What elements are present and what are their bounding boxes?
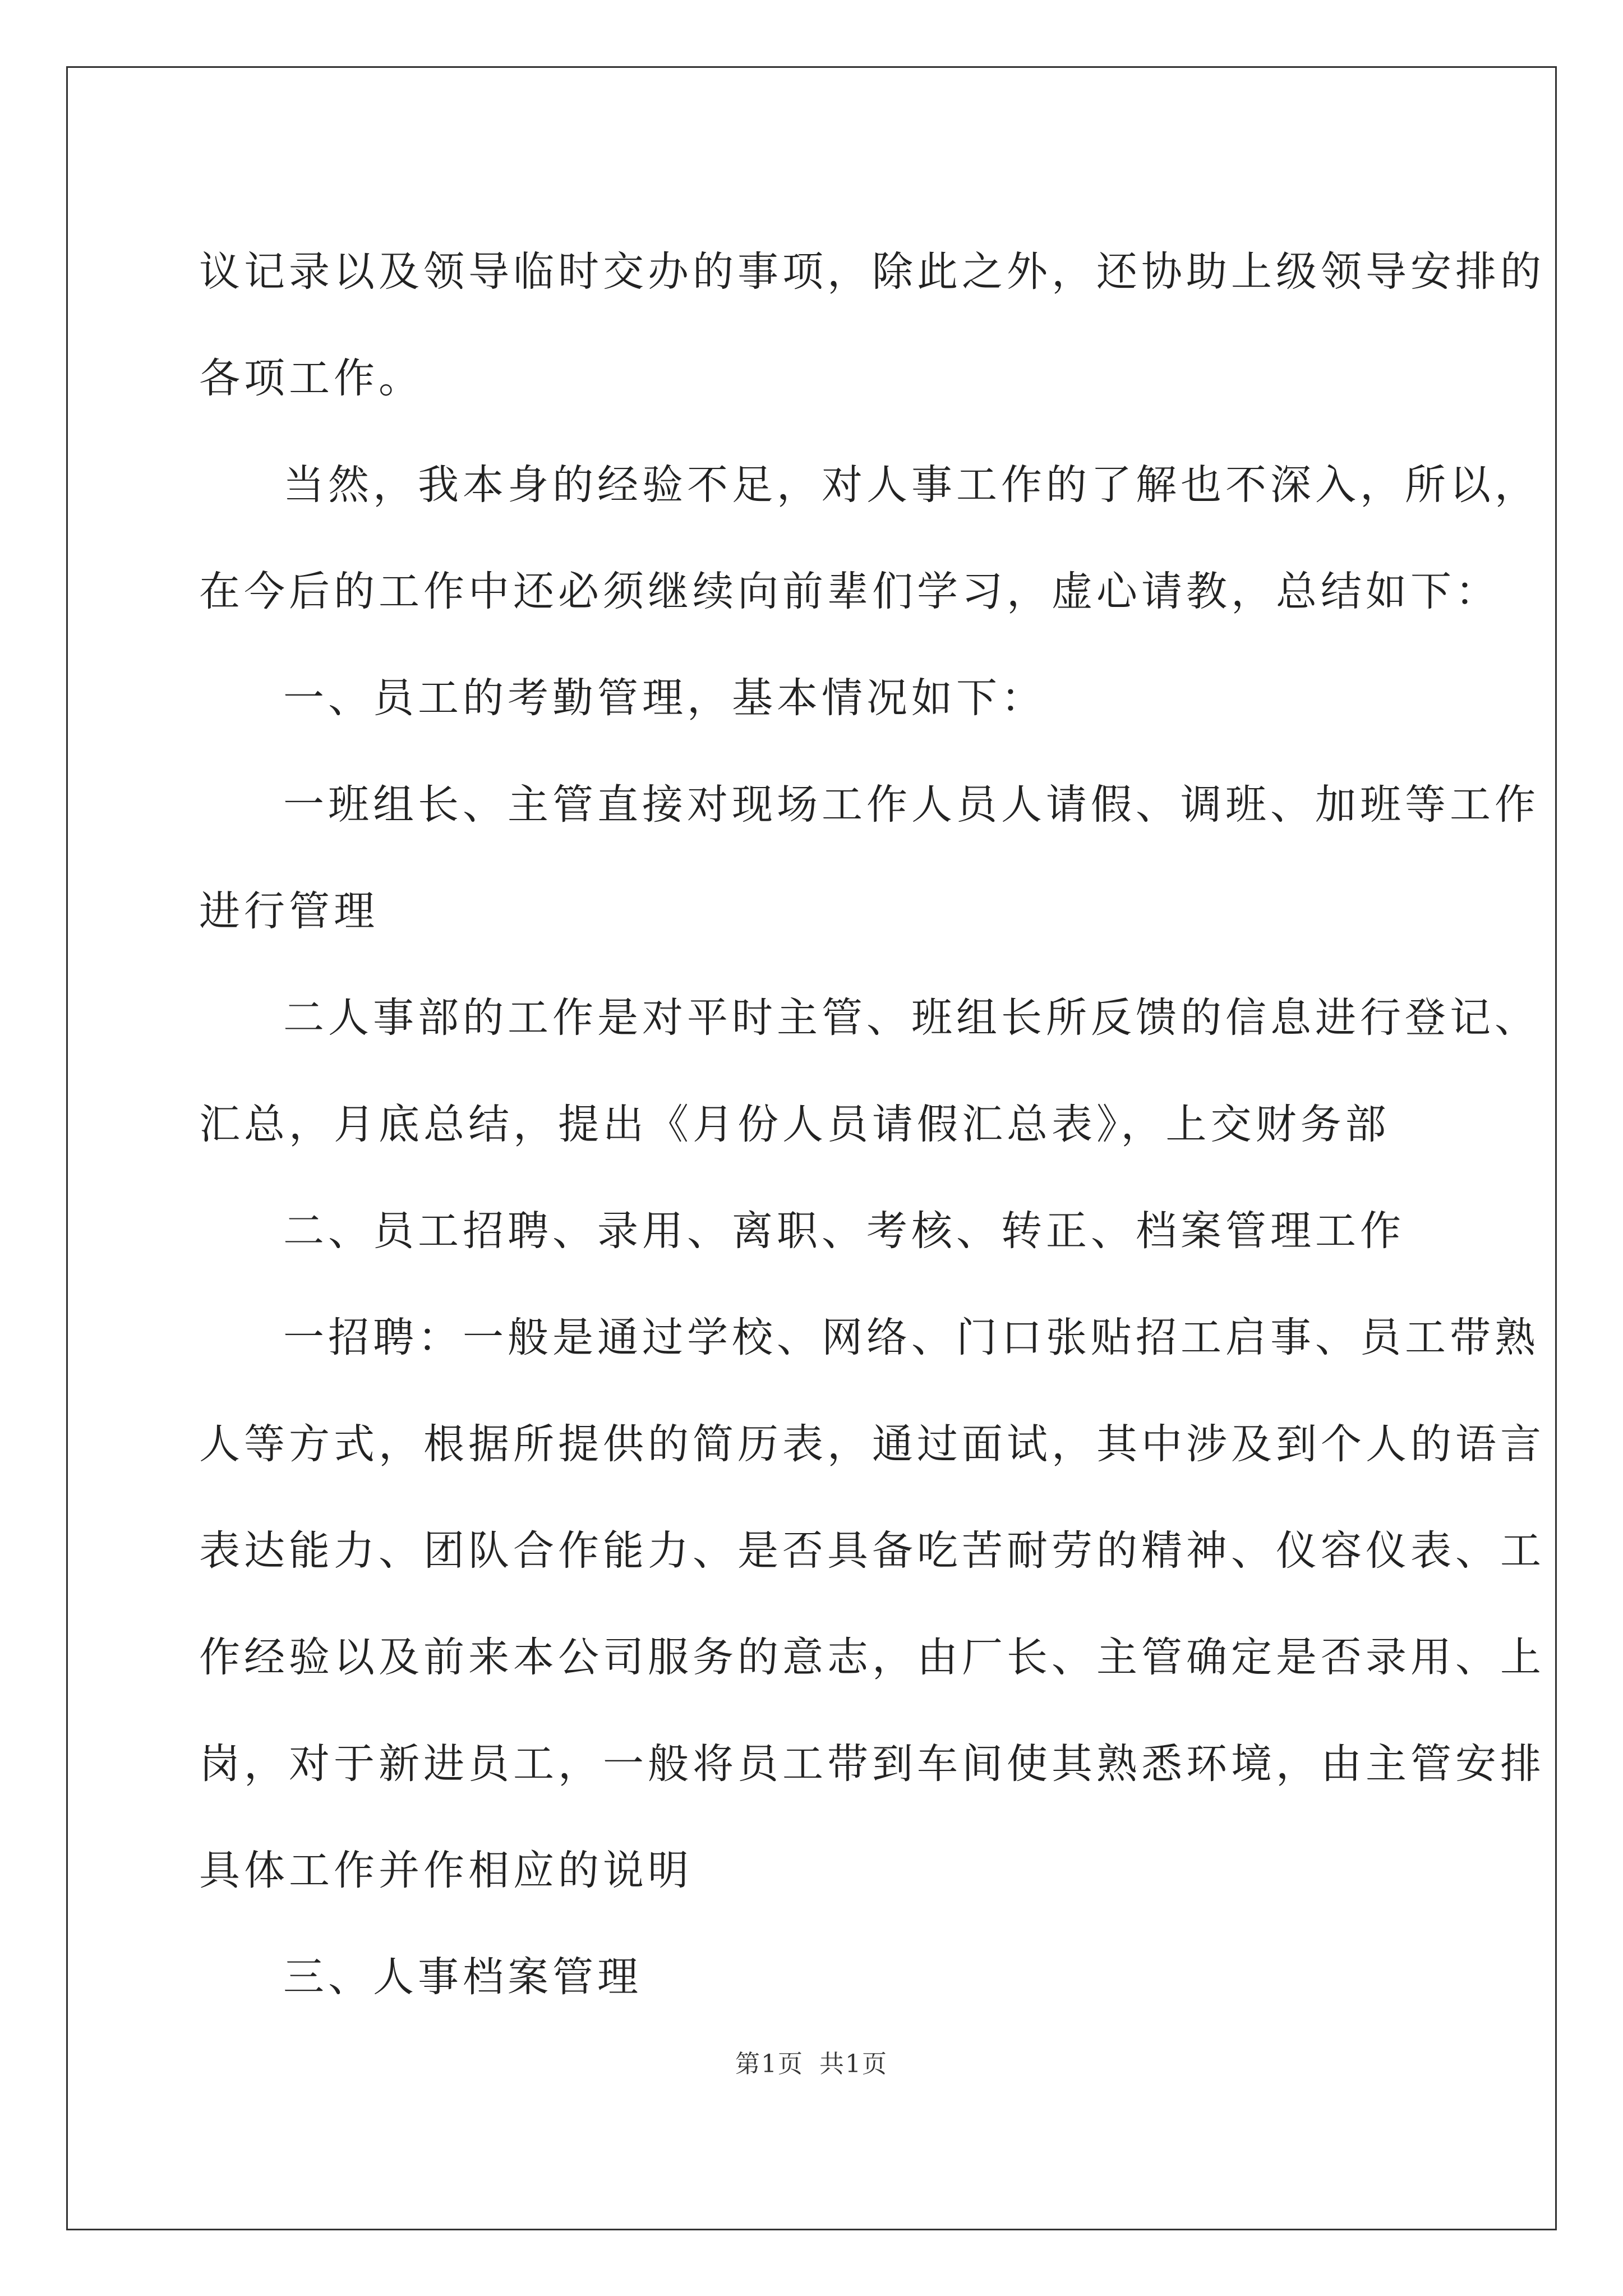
text-line: 岗，对于新进员工，一般将员工带到车间使其熟悉环境，由主管安排 [199, 1740, 1545, 1788]
text-line: 人等方式，根据所提供的简历表，通过面试，其中涉及到个人的语言 [199, 1420, 1545, 1468]
text-line: 作经验以及前来本公司服务的意志，由厂长、主管确定是否录用、上 [199, 1634, 1545, 1681]
document-body [199, 219, 1545, 2031]
text-line: 表达能力、团队合作能力、是否具备吃苦耐劳的精神、仪容仪表、工 [199, 1527, 1545, 1575]
text-line: 汇总，月底总结，提出《月份人员请假汇总表》，上交财务部 [199, 1101, 1390, 1148]
text-line: 二、员工招聘、录用、离职、考核、转正、档案管理工作 [283, 1207, 1405, 1255]
text-line: 一班组长、主管直接对现场工作人员人请假、调班、加班等工作 [283, 781, 1539, 829]
text-line: 一、员工的考勤管理，基本情况如下： [283, 674, 1046, 722]
text-line: 当然，我本身的经验不足，对人事工作的了解也不深入，所以， [283, 461, 1539, 509]
text-line: 三、人事档案管理 [283, 1953, 642, 2001]
page-number-current: 第1页 [735, 2050, 804, 2078]
text-line: 进行管理 [199, 887, 379, 935]
text-line: 在今后的工作中还必须继续向前辈们学习，虚心请教，总结如下： [199, 568, 1500, 615]
text-line: 具体工作并作相应的说明 [199, 1847, 693, 1894]
page-footer [0, 2047, 1623, 2081]
text-line: 一招聘：一般是通过学校、网络、门口张贴招工启事、员工带熟 [283, 1314, 1539, 1361]
page-number-total: 共1页 [819, 2050, 888, 2078]
text-line: 二人事部的工作是对平时主管、班组长所反馈的信息进行登记、 [283, 994, 1539, 1042]
text-line: 议记录以及领导临时交办的事项，除此之外，还协助上级领导安排的 [199, 248, 1545, 296]
text-line: 各项工作。 [199, 355, 423, 402]
